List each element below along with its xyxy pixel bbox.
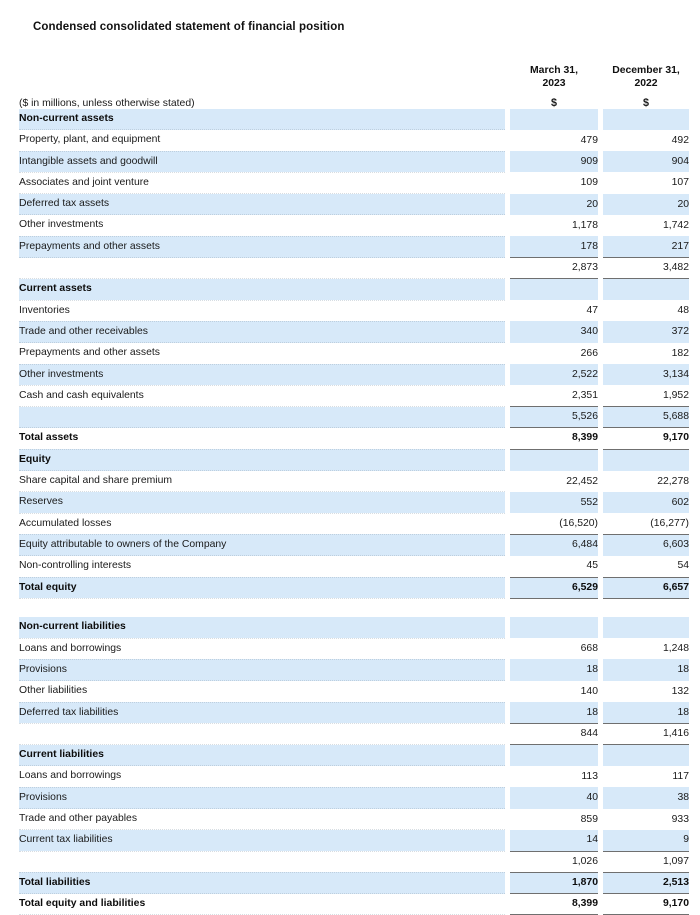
row-total-label: Total assets: [19, 428, 505, 449]
cell-value-december-2022: 9: [603, 830, 689, 851]
row-item-label: Inventories: [19, 300, 505, 321]
table-row: [19, 787, 689, 808]
row-item-label: Loans and borrowings: [19, 766, 505, 787]
col1-currency-symbol: $: [550, 97, 557, 109]
cell-value-december-2022: 182: [603, 343, 689, 364]
cell-value-march-2023: [510, 617, 598, 638]
cell-value-march-2023: 8,399: [510, 894, 598, 915]
cell-value-december-2022: 904: [603, 151, 689, 172]
table-row: [19, 407, 689, 428]
table-row: [19, 513, 689, 534]
row-item-label: Current tax liabilities: [19, 830, 505, 851]
table-row: [19, 385, 689, 406]
spacer-cell: [19, 598, 689, 617]
table-row: [19, 300, 689, 321]
header-units-row: [19, 90, 689, 109]
cell-value-march-2023: 6,529: [510, 577, 598, 598]
cell-value-march-2023: 1,026: [510, 851, 598, 872]
cell-value-march-2023: 6,484: [510, 534, 598, 555]
cell-value-december-2022: 54: [603, 556, 689, 577]
cell-value-march-2023: 668: [510, 638, 598, 659]
row-item-label: [19, 723, 505, 744]
table-row: [19, 577, 689, 598]
row-item-label: Reserves: [19, 492, 505, 513]
cell-value-march-2023: 2,351: [510, 385, 598, 406]
table-row: [19, 172, 689, 193]
cell-value-march-2023: [510, 279, 598, 300]
table-row: [19, 236, 689, 257]
cell-value-december-2022: 1,742: [603, 215, 689, 236]
header-label-blank: [19, 42, 505, 90]
row-item-label: Share capital and share premium: [19, 471, 505, 492]
cell-value-march-2023: 109: [510, 172, 598, 193]
col2-date-line1: December 31,: [612, 65, 680, 76]
row-item-label: Provisions: [19, 787, 505, 808]
cell-value-march-2023: 14: [510, 830, 598, 851]
cell-value-december-2022: [603, 109, 689, 130]
cell-value-march-2023: 8,399: [510, 428, 598, 449]
table-row: [19, 830, 689, 851]
table-row: [19, 659, 689, 680]
row-total-label: Total equity: [19, 577, 505, 598]
cell-value-march-2023: 859: [510, 809, 598, 830]
cell-value-march-2023: 113: [510, 766, 598, 787]
cell-value-march-2023: 844: [510, 723, 598, 744]
cell-value-march-2023: [510, 449, 598, 470]
cell-value-march-2023: 22,452: [510, 471, 598, 492]
table-row: [19, 343, 689, 364]
table-row: [19, 745, 689, 766]
row-item-label: Property, plant, and equipment: [19, 130, 505, 151]
row-item-label: Other investments: [19, 364, 505, 385]
units-note: ($ in millions, unless otherwise stated): [19, 98, 195, 109]
cell-value-december-2022: 217: [603, 236, 689, 257]
cell-value-december-2022: 933: [603, 809, 689, 830]
cell-value-december-2022: 1,248: [603, 638, 689, 659]
cell-value-december-2022: 5,688: [603, 407, 689, 428]
cell-value-december-2022: 1,952: [603, 385, 689, 406]
table-row: [19, 617, 689, 638]
cell-value-march-2023: 178: [510, 236, 598, 257]
row-item-label: Trade and other payables: [19, 809, 505, 830]
cell-value-december-2022: 1,097: [603, 851, 689, 872]
cell-value-december-2022: 6,603: [603, 534, 689, 555]
cell-value-december-2022: [603, 745, 689, 766]
row-item-label: Prepayments and other assets: [19, 343, 505, 364]
row-item-label: Prepayments and other assets: [19, 236, 505, 257]
cell-value-december-2022: 9,170: [603, 894, 689, 915]
row-item-label: Non-controlling interests: [19, 556, 505, 577]
row-item-label: Trade and other receivables: [19, 321, 505, 342]
table-row: [19, 681, 689, 702]
table-row: [19, 279, 689, 300]
cell-value-december-2022: 107: [603, 172, 689, 193]
table-row: [19, 471, 689, 492]
row-item-label: Accumulated losses: [19, 513, 505, 534]
cell-value-december-2022: (16,277): [603, 513, 689, 534]
cell-value-march-2023: 266: [510, 343, 598, 364]
table-row: [19, 130, 689, 151]
header-date-row: [19, 42, 689, 90]
table-row: [19, 428, 689, 449]
table-row: [19, 556, 689, 577]
cell-value-december-2022: 6,657: [603, 577, 689, 598]
cell-value-december-2022: 3,134: [603, 364, 689, 385]
cell-value-march-2023: 140: [510, 681, 598, 702]
table-row: [19, 702, 689, 723]
col2-date-line2: 2022: [634, 78, 658, 89]
row-item-label: Equity attributable to owners of the Company: [19, 534, 505, 555]
cell-value-december-2022: 602: [603, 492, 689, 513]
cell-value-december-2022: 492: [603, 130, 689, 151]
table-row: [19, 215, 689, 236]
row-section-label: Current assets: [19, 279, 505, 300]
cell-value-march-2023: 2,873: [510, 258, 598, 279]
row-item-label: Loans and borrowings: [19, 638, 505, 659]
col1-date-line2: 2023: [542, 78, 566, 89]
table-row: [19, 872, 689, 893]
cell-value-december-2022: 2,513: [603, 872, 689, 893]
cell-value-december-2022: 48: [603, 300, 689, 321]
row-item-label: [19, 258, 505, 279]
column-header-march-2023: [510, 42, 598, 90]
cell-value-december-2022: 372: [603, 321, 689, 342]
cell-value-december-2022: 20: [603, 194, 689, 215]
row-item-label: Deferred tax liabilities: [19, 702, 505, 723]
cell-value-december-2022: 132: [603, 681, 689, 702]
table-row: [19, 492, 689, 513]
table-row: [19, 258, 689, 279]
row-total-label: Total liabilities: [19, 872, 505, 893]
table-row: [19, 638, 689, 659]
cell-value-december-2022: 22,278: [603, 471, 689, 492]
cell-value-march-2023: 5,526: [510, 407, 598, 428]
row-total-label: Total equity and liabilities: [19, 894, 505, 915]
cell-value-march-2023: [510, 109, 598, 130]
cell-value-march-2023: 45: [510, 556, 598, 577]
row-item-label: Intangible assets and goodwill: [19, 151, 505, 172]
table-row: [19, 109, 689, 130]
row-item-label: Provisions: [19, 659, 505, 680]
row-item-label: Associates and joint venture: [19, 172, 505, 193]
financial-position-table: [19, 42, 689, 915]
cell-value-december-2022: [603, 617, 689, 638]
table-spacer-row: [19, 598, 689, 617]
row-section-label: Non-current assets: [19, 109, 505, 130]
cell-value-december-2022: [603, 449, 689, 470]
cell-value-march-2023: 552: [510, 492, 598, 513]
cell-value-march-2023: 47: [510, 300, 598, 321]
cell-value-march-2023: 1,178: [510, 215, 598, 236]
table-row: [19, 766, 689, 787]
table-row: [19, 194, 689, 215]
table-row: [19, 809, 689, 830]
cell-value-december-2022: 38: [603, 787, 689, 808]
cell-value-march-2023: 18: [510, 659, 598, 680]
cell-value-december-2022: 117: [603, 766, 689, 787]
row-item-label: Other investments: [19, 215, 505, 236]
row-section-label: Current liabilities: [19, 745, 505, 766]
cell-value-march-2023: [510, 745, 598, 766]
cell-value-march-2023: 40: [510, 787, 598, 808]
col1-date-line1: March 31,: [530, 65, 578, 76]
row-item-label: Deferred tax assets: [19, 194, 505, 215]
cell-value-march-2023: 909: [510, 151, 598, 172]
table-row: [19, 321, 689, 342]
cell-value-march-2023: 340: [510, 321, 598, 342]
cell-value-december-2022: 1,416: [603, 723, 689, 744]
row-section-label: Non-current liabilities: [19, 617, 505, 638]
table-row: [19, 449, 689, 470]
column-header-december-2022: [603, 42, 689, 90]
row-section-label: Equity: [19, 449, 505, 470]
row-item-label: [19, 851, 505, 872]
cell-value-march-2023: 18: [510, 702, 598, 723]
table-body: [19, 109, 689, 915]
table-header: [19, 42, 689, 109]
row-item-label: [19, 407, 505, 428]
table-row: [19, 151, 689, 172]
cell-value-march-2023: 2,522: [510, 364, 598, 385]
cell-value-december-2022: [603, 279, 689, 300]
table-row: [19, 851, 689, 872]
table-row: [19, 364, 689, 385]
cell-value-march-2023: 20: [510, 194, 598, 215]
row-item-label: Cash and cash equivalents: [19, 385, 505, 406]
cell-value-december-2022: 3,482: [603, 258, 689, 279]
cell-value-december-2022: 18: [603, 659, 689, 680]
cell-value-march-2023: 479: [510, 130, 598, 151]
row-item-label: Other liabilities: [19, 681, 505, 702]
cell-value-march-2023: (16,520): [510, 513, 598, 534]
page-title: Condensed consolidated statement of financial position: [33, 21, 345, 33]
table-row: [19, 534, 689, 555]
table-row: [19, 894, 689, 915]
table-row: [19, 723, 689, 744]
cell-value-march-2023: 1,870: [510, 872, 598, 893]
cell-value-december-2022: 18: [603, 702, 689, 723]
cell-value-december-2022: 9,170: [603, 428, 689, 449]
col2-currency-symbol: $: [642, 97, 649, 109]
